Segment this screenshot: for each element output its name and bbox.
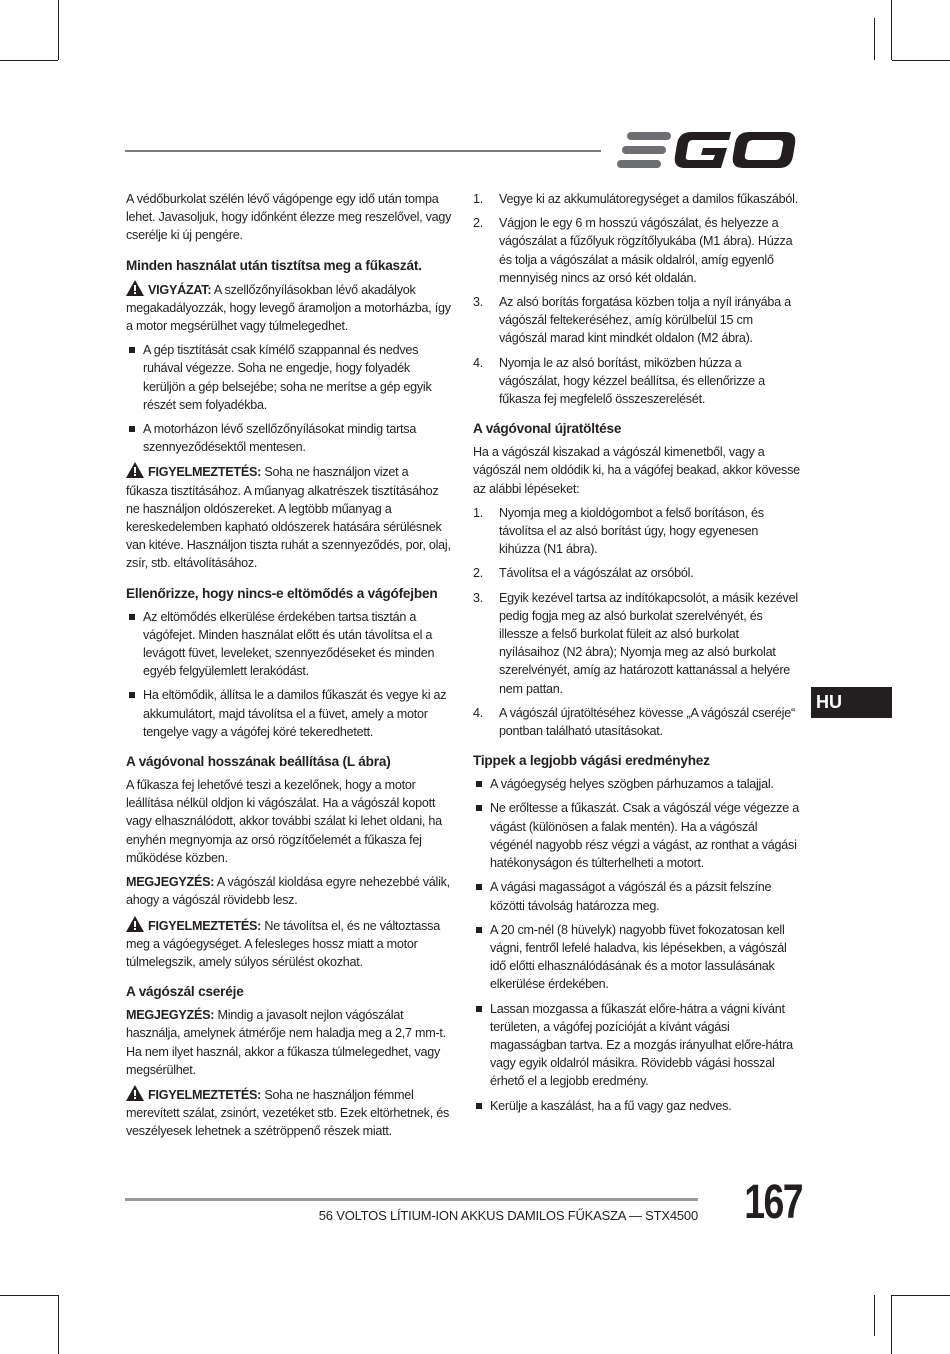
warning-triangle-icon <box>126 1085 144 1101</box>
blockage-bullet-list <box>126 608 452 741</box>
list-item: Ha eltömődik, állítsa le a damilos fűkaszát és vegye ki az akkumulátort, majd távolítsa el a füvet, amely a motor tengelye vagy a vágófej köré tekeredhetett. <box>126 686 452 741</box>
list-item: A motorházon lévő szellőzőnyílásokat mindig tartsa szennyeződésektől mentesen. <box>126 420 452 456</box>
clean-warning-2 <box>126 462 452 572</box>
crop-mark <box>874 18 875 60</box>
warning-text: A szellőzőnyílásokban lévő akadályok megakadályozzák, hogy levegő áramoljon a motorházba, így a motor megsérülhet vagy túlmelegedhet. <box>126 282 451 334</box>
crop-mark <box>892 60 950 61</box>
list-item: 1. Nyomja meg a kioldógombot a felső borításon, és távolítsa el az alsó borítást úgy, hogy egyenesen kihúzza (N1 ábra). <box>473 505 764 557</box>
crop-mark <box>874 1295 875 1336</box>
crop-mark <box>892 1295 950 1296</box>
list-item: Az eltömődés elkerülése érdekében tartsa tisztán a vágófejet. Minden használat előtt és után távolítsa el a levágott füvet, leveleket, szennyeződéseket és minden egyéb felgyülemlett lerakódást. <box>126 608 452 681</box>
reload-steps-list <box>473 504 800 740</box>
bullet-square-icon <box>129 426 135 432</box>
bullet-square-icon <box>476 884 482 890</box>
note-text: A vágószál kioldása egyre nehezebbé válik, ahogy a vágószál rövidebb lesz. <box>126 875 450 908</box>
tips-heading: Tippek a legjobb vágási eredményhez <box>473 753 710 769</box>
list-item: Lassan mozgassa a fűkaszát előre-hátra a vágni kívánt területen, a vágófej pozícióját a kívánt vágási magasságban tartva. Ez a mozgás irányulhat előre-hátra vagy egyik oldalról másikra. Rövidebb vágási hosszal érhető el a legjobb eredmény. <box>473 1000 800 1091</box>
bullet-square-icon <box>129 692 135 698</box>
note-label: MEGJEGYZÉS: <box>126 875 215 890</box>
reload-intro: Ha a vágószál kiszakad a vágószál kimenetből, vagy a vágószál nem oldódik ki, ha a vágófej beakad, akkor kövesse az alábbi lépéseket: <box>473 445 800 496</box>
left-column <box>126 190 452 1147</box>
list-item: 4. A vágószál újratöltéséhez kövesse „A vágószál cseréje“ pontban található utasításokat. <box>473 705 795 739</box>
list-item: 2. Távolítsa el a vágószálat az orsóból. <box>473 566 694 581</box>
reload-heading: A vágóvonal újratöltése <box>473 421 622 437</box>
bullet-square-icon <box>476 927 482 933</box>
crop-mark <box>0 60 58 61</box>
line-length-note <box>126 873 452 909</box>
replace-heading: A vágószál cseréje <box>126 984 244 1000</box>
crop-mark <box>891 0 892 60</box>
footer-rule <box>125 1198 698 1201</box>
warning-text: Soha ne használjon vizet a fűkasza tisztításához. A műanyag alkatrészek tisztításához ne használjon oldószereket. A legtöbb műanyag a kereskedelemben kapható oldószerek hatására sérülésnek van kitéve. Használjon tiszta ruhát a szennyeződés, por, olaj, zsír, stb. eltávolításához. <box>126 465 451 571</box>
list-item: 2. Vágjon le egy 6 m hosszú vágószálat, és helyezze a vágószálat a fűzőlyuk rögzítőlyukába (M1 ábra). Húzza és tolja a vágószálat a másik oldalról, amíg egyenlő mennyiség nincs az orsó két oldalán. <box>473 216 793 285</box>
crop-mark <box>58 0 59 60</box>
warning-triangle-icon <box>126 916 144 932</box>
line-length-paragraph: A fűkasza fej lehetővé teszi a kezelőnek, hogy a motor leállítása nélkül oldjon ki vágószálat. Ha a vágószál kopott vagy elhasználódott, akkor további szálat ki lehet oldani, ha enyhén megnyomja az orsó rögzítőelemét a fűkasza fej működése közben. <box>126 778 442 865</box>
header-rule <box>125 150 601 152</box>
ego-logo <box>617 128 799 172</box>
bullet-square-icon <box>129 614 135 620</box>
warning-text: Soha ne használjon fémmel merevített szálat, zsinórt, vezetéket stb. Ezek eltörhetnek, és veszélyesek lehetnek a szétröppenő részek miatt. <box>126 1087 450 1139</box>
list-item: 4. Nyomja le az alsó borítást, miközben húzza a vágószálat, hogy kézzel beállítsa, és ellenőrizze a fűkasza fej megfelelő összeszerelését. <box>473 355 765 407</box>
note-label: MEGJEGYZÉS: <box>126 1008 215 1023</box>
list-item: A gép tisztítását csak kímélő szappannal és nedves ruhával végezze. Soha ne engedje, hogy folyadék kerüljön a gép belsejébe; soha ne merítse a gép egyik részét sem folyadékba. <box>126 341 452 414</box>
right-column <box>473 190 800 1121</box>
warning-triangle-icon <box>126 280 144 296</box>
page-number: 167 <box>744 1176 802 1229</box>
clean-warning <box>126 280 452 336</box>
bullet-square-icon <box>476 1006 482 1012</box>
list-item: Ne erőltesse a fűkaszát. Csak a vágószál vége végezze a vágást (különösen a falak mentén). Ha a vágószál végénél nagyobb rész végzi a vágást, az ronthat a vágási hatékonyságon és túlterhelheti a motort. <box>473 799 800 872</box>
list-item: 3. Egyik kezével tartsa az indítókapcsolót, a másik kezével pedig fogja meg az alsó burkolat szerelvényét, és illessze a felső burkolat füleit az alsó burkolat nyílásaihoz (N2 ábra); Nyomja meg az alsó burkolat szerelvényét, amíg az határozott kattanással a helyére nem pattan. <box>473 590 798 696</box>
replace-steps-list <box>473 190 800 408</box>
bullet-square-icon <box>476 805 482 811</box>
line-length-warning <box>126 916 452 972</box>
footer-title: 56 VOLTOS LÍTIUM-ION AKKUS DAMILOS FŰKASZA — STX4500 <box>318 1208 698 1223</box>
crop-mark <box>0 1295 58 1296</box>
list-item: 1. Vegye ki az akkumulátoregységet a damilos fűkaszából. <box>473 192 798 206</box>
intro-paragraph: A védőburkolat szélén lévő vágópenge egy idő után tompa lehet. Javasoljuk, hogy időnként élezze meg reszelővel, vagy cserélje ki új pengére. <box>126 192 452 243</box>
clean-bullet-list <box>126 341 452 456</box>
crop-mark <box>58 1295 59 1354</box>
list-item: A 20 cm-nél (8 hüvelyk) nagyobb füvet fokozatosan kell vágni, fentről lefelé haladva, kis lépésekben, a vágószál idő előtti elhasználódásának és a motor lassulásának elkerülése érdekében. <box>473 921 800 994</box>
replace-note <box>126 1006 452 1079</box>
list-item: A vágóegység helyes szögben párhuzamos a talajjal. <box>473 775 800 793</box>
bullet-square-icon <box>476 781 482 787</box>
replace-warning <box>126 1085 452 1141</box>
warning-triangle-icon <box>126 462 144 478</box>
tips-bullet-list <box>473 775 800 1114</box>
language-tab: HU <box>811 687 892 718</box>
warning-label: VIGYÁZAT: <box>148 282 212 297</box>
warning-text: Ne távolítsa el, és ne változtassa meg a vágóegységet. A felesleges hossz miatt a motor túlmelegszik, amely súlyos sérülést okozhat. <box>126 918 440 969</box>
warning-label: FIGYELMEZTETÉS: <box>148 918 262 933</box>
clean-heading: Minden használat után tisztítsa meg a fűkaszát. <box>126 257 422 273</box>
list-item: A vágási magasságot a vágószál és a pázsit felszíne közötti távolság határozza meg. <box>473 878 800 914</box>
list-item: Kerülje a kaszálást, ha a fű vagy gaz nedves. <box>473 1097 800 1115</box>
bullet-square-icon <box>129 347 135 353</box>
bullet-square-icon <box>476 1103 482 1109</box>
line-length-heading: A vágóvonal hosszának beállítása (L ábra) <box>126 754 391 770</box>
warning-label: FIGYELMEZTETÉS: <box>148 1087 262 1102</box>
note-text: Mindig a javasolt nejlon vágószálat használja, amelynek átmérője nem haladja meg a 2,7 mm-t. Ha nem ilyet használ, akkor a fűkasza túlmelegedhet, vagy megsérülhet. <box>126 1008 446 1077</box>
crop-mark <box>891 1295 892 1354</box>
list-item: 3. Az alsó borítás forgatása közben tolja a nyíl irányába a vágószál feltekeréséhez, amíg körülbelül 15 cm vágószál marad kint mindkét oldalon (M2 ábra). <box>473 295 791 346</box>
warning-label: FIGYELMEZTETÉS: <box>148 465 262 480</box>
blockage-heading: Ellenőrizze, hogy nincs-e eltömődés a vágófejben <box>126 585 438 601</box>
